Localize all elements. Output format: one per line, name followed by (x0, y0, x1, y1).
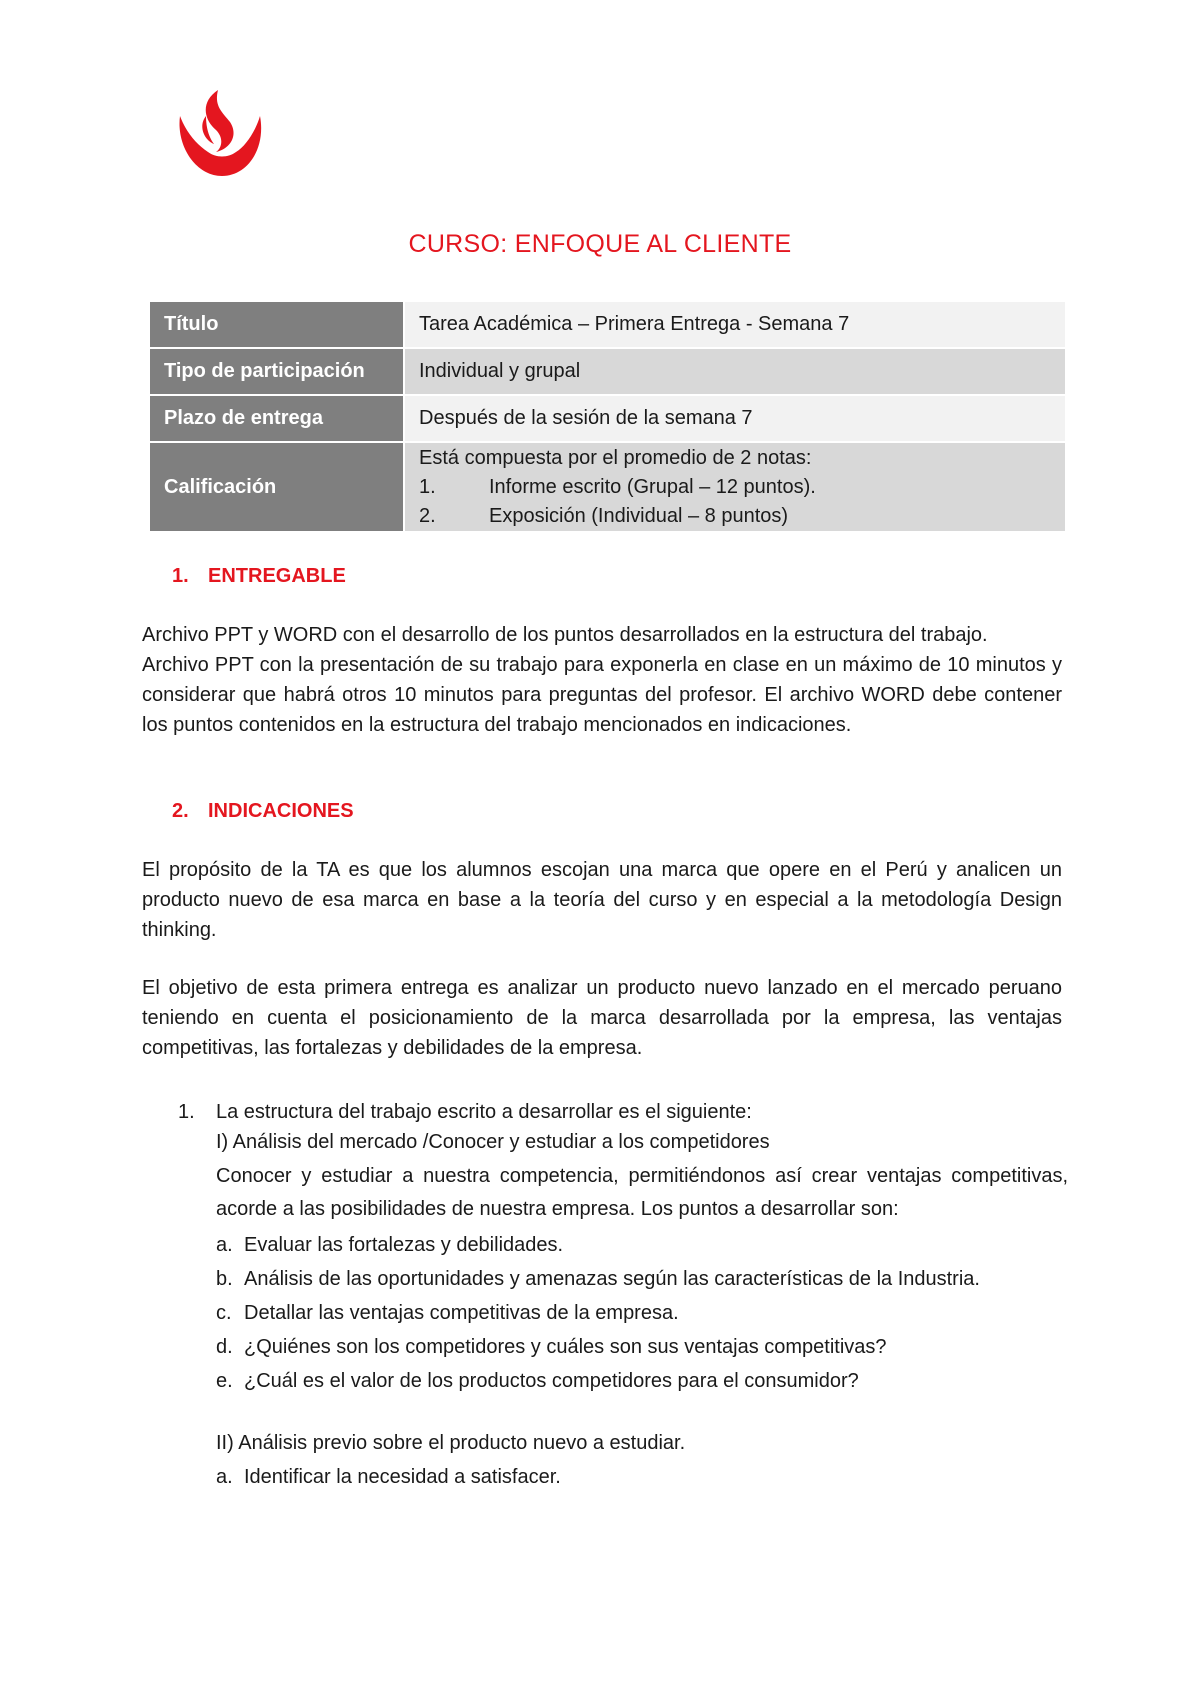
item-text: ¿Quiénes son los competidores y cuáles son sus ventajas competitivas? (244, 1336, 887, 1358)
entregable-line-1: Archivo PPT y WORD con el desarrollo de los puntos desarrollados en la estructura del trabajo. (142, 624, 988, 646)
item-letter: b. (216, 1268, 233, 1290)
table-row (150, 302, 1065, 348)
item-text: ¿Cuál es el valor de los productos competidores para el consumidor? (244, 1370, 859, 1392)
table-row (150, 442, 1065, 532)
table-row (150, 348, 1065, 395)
row-label: Tipo de participación (150, 348, 404, 395)
item-text: Identificar la necesidad a satisfacer. (244, 1466, 561, 1488)
section-title: ENTREGABLE (208, 565, 346, 587)
row-value: Individual y grupal (404, 348, 1065, 395)
indicaciones-paragraph-1: El propósito de la TA es que los alumnos escojan una marca que opere en el Perú y analicen un producto nuevo de esa marca en base a la teoría del curso y en especial a la metodología Design thinking. (142, 859, 1062, 941)
entregable-line-2: Archivo PPT con la presentación de su trabajo para exponerla en clase en un máximo de 10 minutos y considerar que habrá otros 10 minutos para preguntas del profesor. El archivo WORD debe contener los puntos contenidos en la estructura del trabajo mencionados en indicaciones. (142, 654, 1062, 736)
structure-intro-text: La estructura del trabajo escrito a desarrollar es el siguiente: (216, 1101, 752, 1123)
grading-item-number: 2. (419, 504, 436, 527)
section-heading-entregable (172, 565, 346, 588)
row-label: Plazo de entrega (150, 395, 404, 442)
item-letter: a. (216, 1466, 233, 1488)
section-title: INDICACIONES (208, 800, 354, 822)
grading-item-number: 1. (419, 475, 436, 498)
structure-number: 1. (178, 1101, 195, 1123)
part1-description: Conocer y estudiar a nuestra competencia, permitiéndonos así crear ventajas competitivas, acorde a las posibilidades de nuestra empresa. Los puntos a desarrollar son: (216, 1165, 1068, 1220)
item-letter: d. (216, 1336, 233, 1358)
grading-item-text: Informe escrito (Grupal – 12 puntos). (489, 475, 816, 498)
item-text: Análisis de las oportunidades y amenazas según las características de la Industria. (244, 1268, 980, 1290)
grading-item (419, 502, 1051, 531)
list-item (178, 1330, 1068, 1364)
section-heading-indicaciones (172, 800, 354, 823)
row-value: Tarea Académica – Primera Entrega - Semana 7 (404, 302, 1065, 348)
grading-item (419, 473, 1051, 502)
entregable-text (142, 620, 1062, 740)
upc-logo-icon (176, 86, 264, 178)
item-letter: e. (216, 1370, 233, 1392)
row-value (404, 442, 1065, 532)
grading-intro: Está compuesta por el promedio de 2 notas: (419, 446, 812, 469)
row-label: Calificación (150, 442, 404, 532)
item-letter: a. (216, 1234, 233, 1256)
course-title: CURSO: ENFOQUE AL CLIENTE (408, 230, 792, 258)
grading-item-text: Exposición (Individual – 8 puntos) (489, 504, 789, 527)
indicaciones-paragraph-2: El objetivo de esta primera entrega es analizar un producto nuevo lanzado en el mercado peruano teniendo en cuenta el posicionamiento de la marca desarrollada por la empresa, las ventajas competitivas, las fortalezas y debilidades de la empresa. (142, 977, 1062, 1059)
row-label: Título (150, 302, 404, 348)
list-item (178, 1228, 1068, 1262)
item-letter: c. (216, 1302, 232, 1324)
list-item (178, 1460, 1068, 1494)
section-number: 1. (172, 565, 189, 587)
row-value: Después de la sesión de la semana 7 (404, 395, 1065, 442)
assignment-info-table (150, 302, 1065, 533)
work-structure (178, 1097, 1068, 1494)
item-text: Evaluar las fortalezas y debilidades. (244, 1234, 564, 1256)
item-text: Detallar las ventajas competitivas de la empresa. (244, 1302, 679, 1324)
table-row (150, 395, 1065, 442)
section-number: 2. (172, 800, 189, 822)
part1-title: I) Análisis del mercado /Conocer y estudiar a los competidores (216, 1131, 770, 1153)
list-item (178, 1262, 1068, 1296)
list-item (178, 1364, 1068, 1398)
list-item (178, 1296, 1068, 1330)
part2-title: II) Análisis previo sobre el producto nuevo a estudiar. (216, 1432, 686, 1454)
structure-intro (178, 1097, 1068, 1127)
